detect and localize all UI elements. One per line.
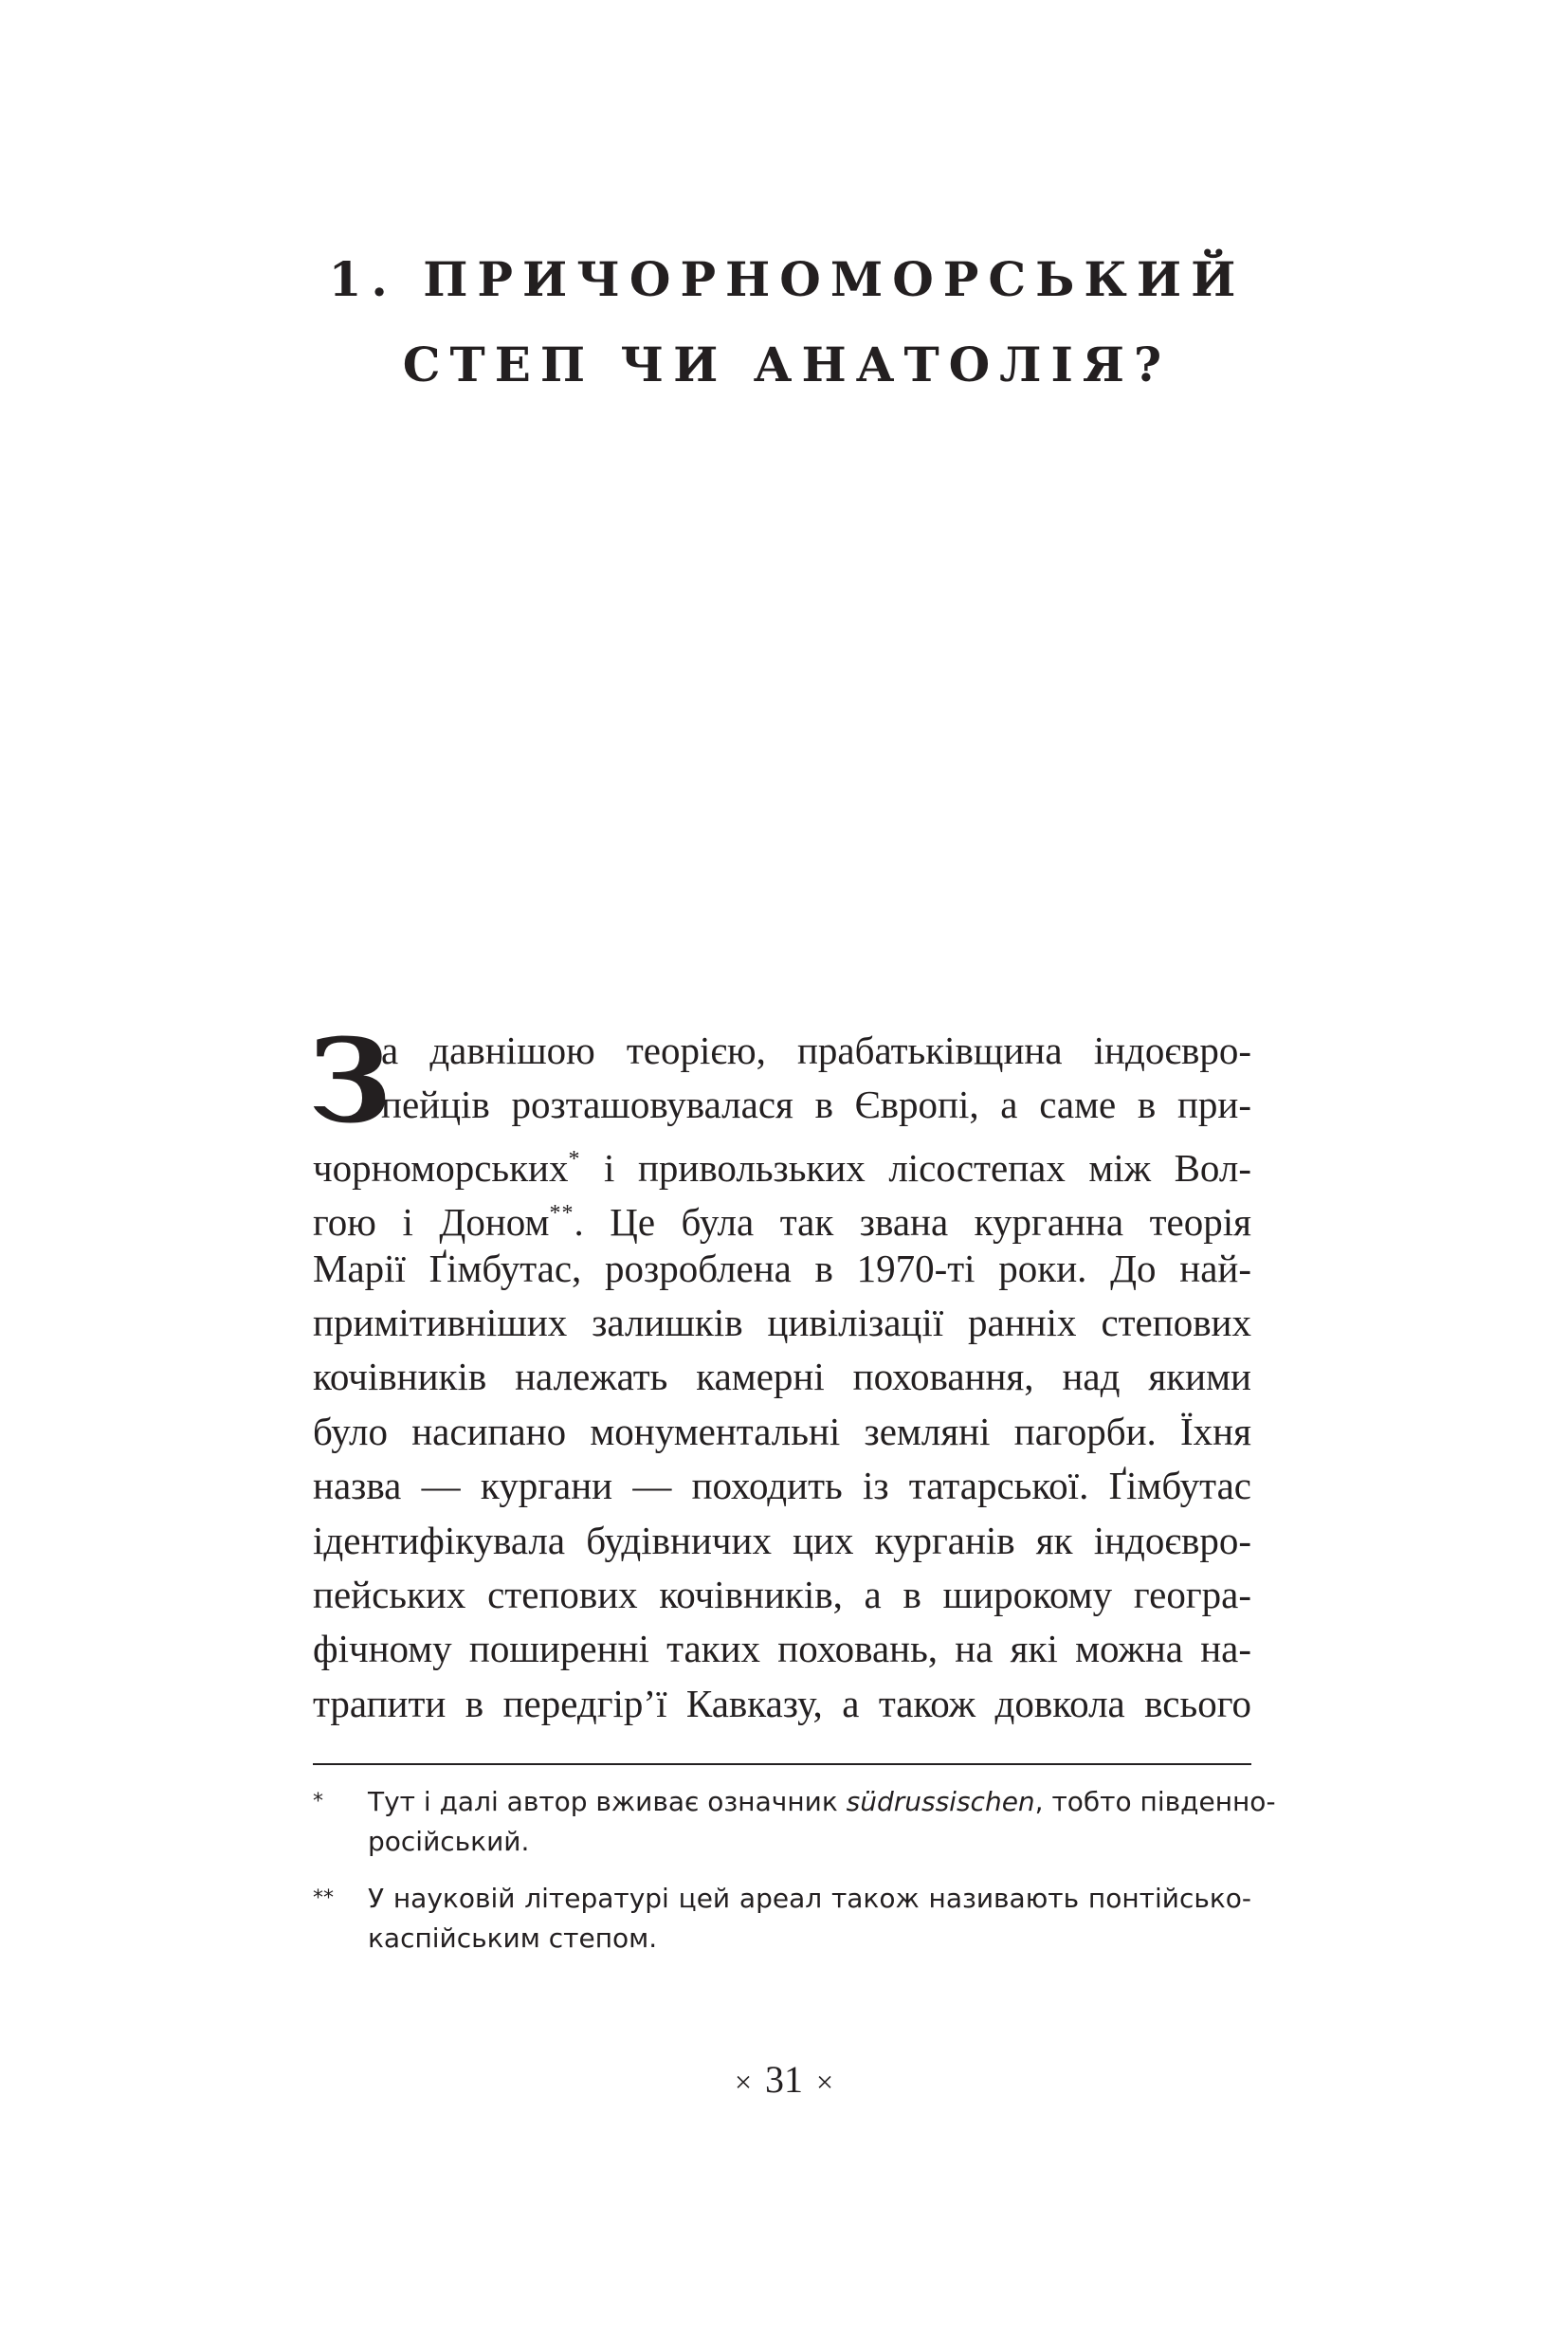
footnote-2 bbox=[313, 1879, 1251, 1958]
footnote-line bbox=[368, 1782, 1276, 1822]
footnote-divider bbox=[313, 1763, 1251, 1765]
body-line bbox=[313, 1187, 1252, 1245]
footnote-text-segment: Тут і далі автор вживає означник bbox=[368, 1786, 847, 1817]
footnote-italic-term: südrussischen bbox=[846, 1786, 1035, 1817]
footnote-line: російський. bbox=[368, 1826, 530, 1857]
body-line: пейців розташовувалася в Європі, а саме в при- bbox=[381, 1083, 1251, 1127]
body-text-segment: і привользьких лісостепах між Вол- bbox=[604, 1145, 1251, 1190]
body-text-segment: гою і Доном bbox=[313, 1200, 550, 1245]
drop-cap: З bbox=[308, 1012, 392, 1149]
chapter-title-line-2: СТЕП ЧИ АНАТОЛІЯ? bbox=[402, 337, 1172, 392]
body-line: назва — кургани — походить із татарської. Ґімбутас bbox=[313, 1464, 1251, 1508]
footnote-reference-2: ** bbox=[549, 1201, 574, 1227]
body-line: примітивніших залишків цивілізації ранніх степових bbox=[313, 1300, 1251, 1344]
body-text-segment: чорноморських bbox=[313, 1145, 569, 1190]
body-paragraph bbox=[313, 1024, 1251, 1731]
footnote-text-segment: , тобто південно- bbox=[1034, 1786, 1276, 1817]
page-number-value: 31 bbox=[765, 2058, 803, 2101]
chapter-title bbox=[313, 237, 1261, 408]
footnote-mark: * bbox=[313, 1790, 323, 1813]
footnotes bbox=[313, 1782, 1276, 1976]
body-line: а давнішою теорією, прабатьківщина індоєвро- bbox=[381, 1029, 1251, 1072]
body-line: Марії Ґімбутас, розроблена в 1970-ті роки. До най- bbox=[313, 1246, 1251, 1290]
body-line: кочівників належать камерні поховання, над якими bbox=[313, 1355, 1251, 1399]
footnote-reference-1: * bbox=[568, 1146, 581, 1172]
footnote-mark: ** bbox=[313, 1886, 334, 1910]
body-line: фічному поширенні таких поховань, на які можна на- bbox=[313, 1627, 1251, 1671]
body-line bbox=[313, 1133, 1251, 1190]
page-number-separator: × bbox=[816, 2065, 834, 2099]
body-line: було насипано монументальні земляні пагорби. Їхня bbox=[313, 1409, 1251, 1453]
footnote-line: У науковій літературі цей ареал також називають понтійсько- bbox=[368, 1883, 1251, 1914]
page-number bbox=[0, 2057, 1568, 2102]
chapter-title-line-1: 1. ПРИЧОРНОМОРСЬКИЙ bbox=[328, 251, 1246, 307]
page-number-separator: × bbox=[734, 2065, 752, 2099]
body-line: ідентифікувала будівничих цих курганів як індоєвро- bbox=[313, 1518, 1251, 1562]
body-line: пейських степових кочівників, а в широкому геогра- bbox=[313, 1572, 1251, 1616]
footnote-1 bbox=[313, 1782, 1276, 1862]
body-text-segment: . Це була так звана курганна теорія bbox=[574, 1200, 1252, 1245]
body-line: трапити в передгір’ї Кавказу, а також довкола всього bbox=[313, 1681, 1251, 1725]
footnote-line: каспійським степом. bbox=[368, 1922, 658, 1954]
